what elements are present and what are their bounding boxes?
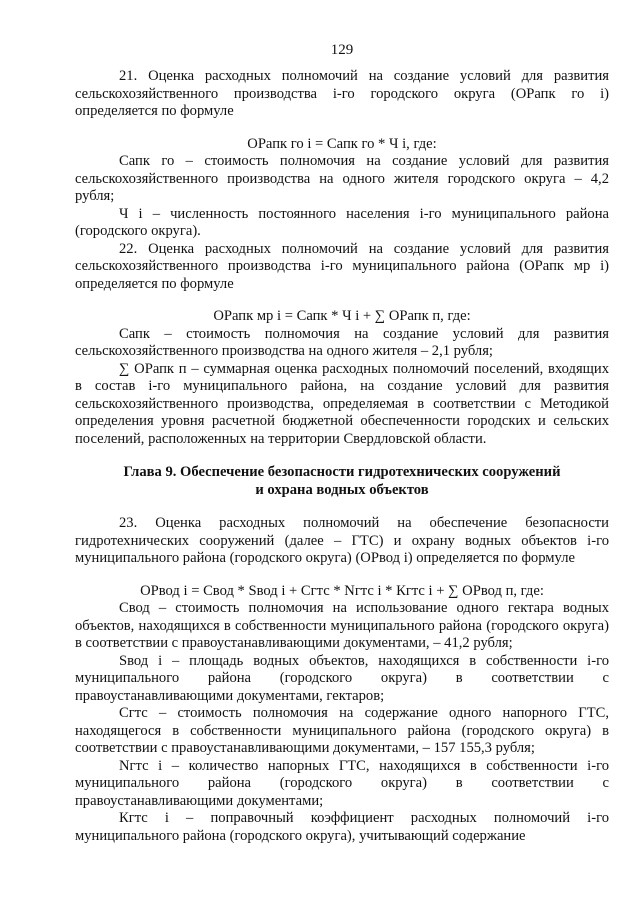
definition-sgts: Сгтс – стоимость полномочия на содержание одного напорного ГТС, находящегося в собственности муниципального района (городского округа) в соответствии с правоустанавливающими документами, – 157 155,3 рубля; — [75, 705, 609, 756]
definition-sum-orapk-p: ∑ ОРапк п – суммарная оценка расходных полномочий поселений, входящих в состав i-го муниципального района, на создание условий для развития сельскохозяйственного производства, определяемая в соответствии с Методикой определения уровня расчетной бюджетной обеспеченности городских и сельских поселений, расположенных на территории Свердловской области. — [75, 360, 609, 447]
paragraph-23: 23. Оценка расходных полномочий на обеспечение безопасности гидротехнических сооружений (далее – ГТС) и охрану водных объектов i-го муниципального района (городского округа) (ОРвод i) определяется по формуле — [75, 515, 609, 566]
page-number: 129 — [330, 42, 354, 58]
paragraph-21: 21. Оценка расходных полномочий на создание условий для развития сельскохозяйственного производства i-го городского округа (ОРапк го i) определяется по формуле — [75, 68, 609, 119]
chapter-heading-line-1: Глава 9. Обеспечение безопасности гидротехнических сооружений — [123, 464, 561, 480]
chapter-heading — [75, 464, 609, 499]
chapter-heading-line-2: и охрана водных объектов — [255, 481, 429, 498]
definition-svod-area: Sвод i – площадь водных объектов, находящихся в собственности i-го муниципального района (городского округа) в соответствии с правоустанавливающими документами, гектаров; — [75, 652, 609, 704]
paragraph-22: 22. Оценка расходных полномочий на создание условий для развития сельскохозяйственного производства i-го муниципального района (ОРапк мр i) определяется по формуле — [75, 240, 609, 292]
definition-ngts: Nгтс i – количество напорных ГТС, находящихся в собственности i-го муниципального района (городского округа) в соответствии с правоустанавливающими документами; — [75, 757, 609, 809]
definition-sapk-go: Сапк го – стоимость полномочия на создание условий для развития сельскохозяйственного производства на одного жителя городского округа – 4,2 рубля; — [75, 153, 609, 204]
formula-orapk-mr: ОРапк мр i = Сапк * Ч i + ∑ ОРапк п, где: — [213, 308, 471, 324]
formula-orapk-go: ОРапк го i = Сапк го * Ч i, где: — [247, 135, 437, 152]
definition-chi: Ч i – численность постоянного населения i-го муниципального района (городского округа). — [75, 205, 609, 239]
definition-kgts: Кгтс i – поправочный коэффициент расходных полномочий i-го муниципального района (городского округа), учитывающий содержание — [75, 810, 609, 844]
definition-svod: Свод – стоимость полномочия на использование одного гектара водных объектов, находящихся в собственности муниципального района (городского округа) в соответствии с правоустанавливающими документами, – 41,2 рубля; — [75, 600, 609, 651]
formula-orvod: ОРвод i = Свод * Sвод i + Сгтс * Nгтс i * Кгтс i + ∑ ОРвод п, где: — [140, 582, 544, 599]
definition-sapk: Сапк – стоимость полномочия на создание условий для развития сельскохозяйственного производства на одного жителя – 2,1 рубля; — [75, 325, 609, 359]
